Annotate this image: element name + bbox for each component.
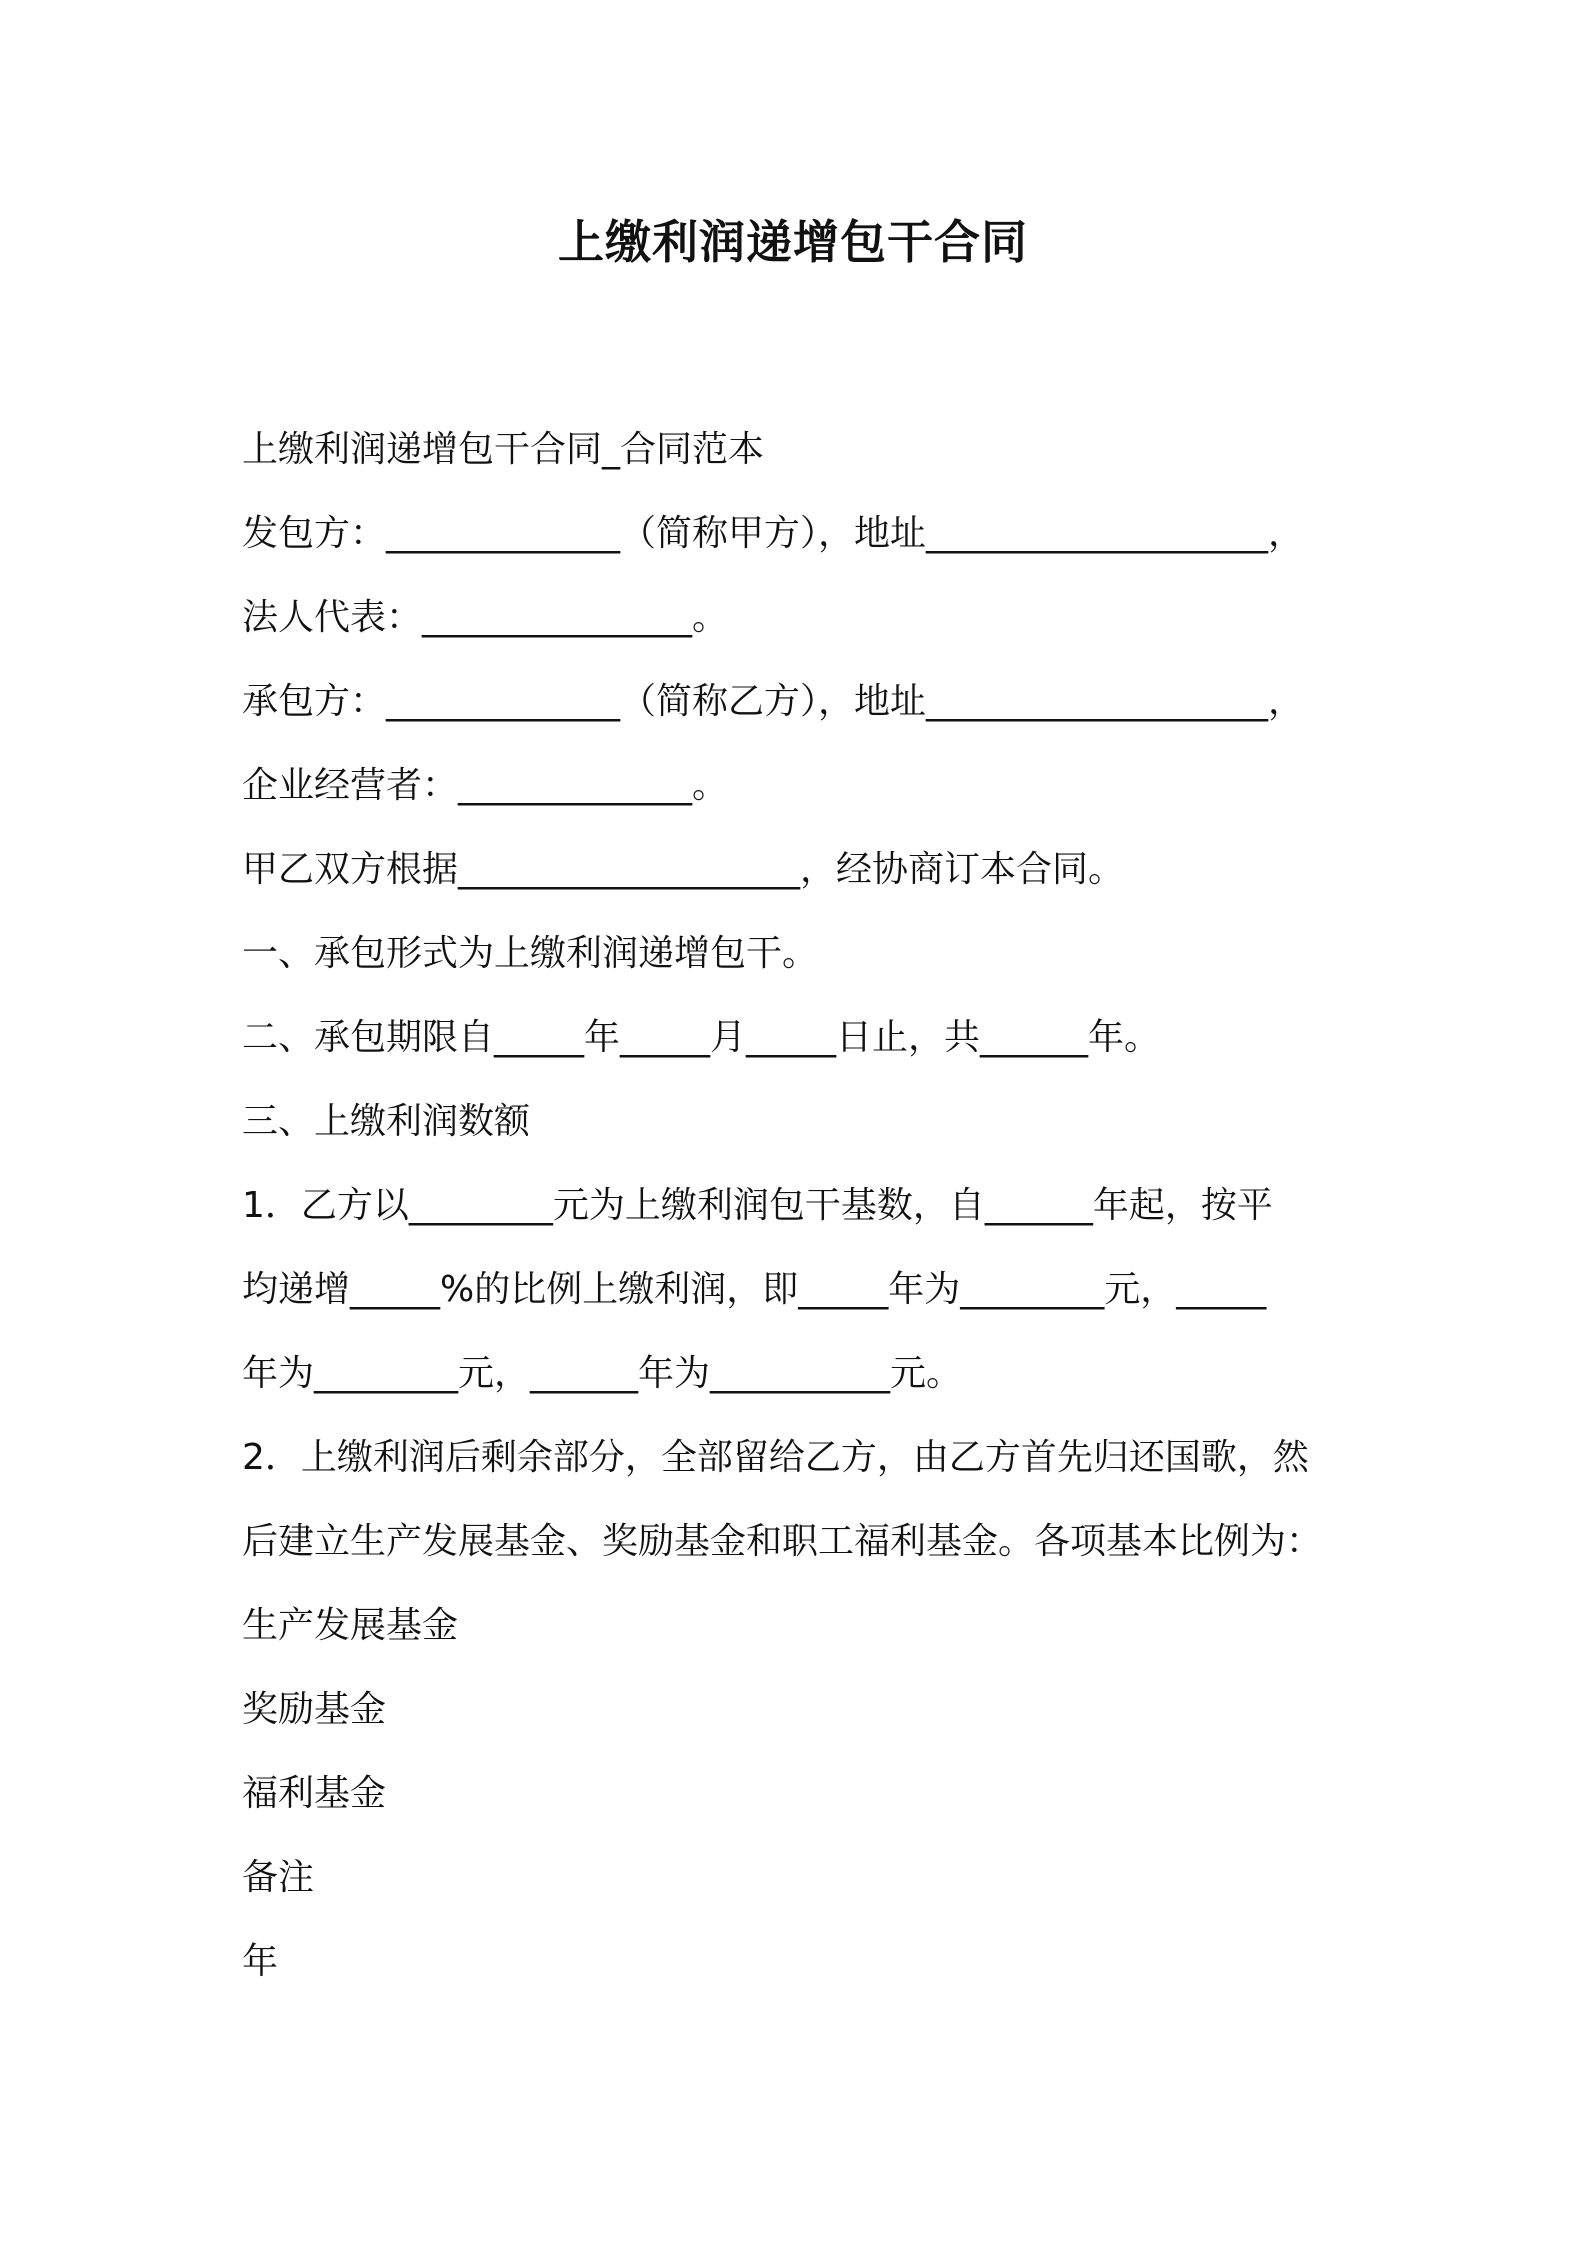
clause-3-heading: 三、上缴利润数额 bbox=[242, 1101, 531, 1142]
subtitle-line: 上缴利润递增包干合同_合同范本 bbox=[242, 429, 765, 470]
clause-2-line: 二、承包期限自_____年_____月_____日止，共______年。 bbox=[242, 1017, 1161, 1058]
clause-1-line: 一、承包形式为上缴利润递增包干。 bbox=[242, 933, 819, 974]
document-body bbox=[242, 408, 1362, 2004]
fund-welfare: 福利基金 bbox=[242, 1773, 387, 1814]
basis-line: 甲乙双方根据___________________，经协商订本合同。 bbox=[242, 849, 1125, 890]
year-label: 年 bbox=[242, 1941, 279, 1982]
fund-reward: 奖励基金 bbox=[242, 1689, 387, 1730]
clause-3-item-1-line-1: 1．乙方以________元为上缴利润包干基数，自______年起，按平 bbox=[242, 1185, 1273, 1226]
clause-3-item-1-line-2: 均递增_____%的比例上缴利润，即_____年为________元，_____ bbox=[242, 1269, 1267, 1310]
party-a-line: 发包方：_____________（简称甲方），地址___________________， bbox=[242, 513, 1305, 554]
party-b-line: 承包方：_____________（简称乙方），地址___________________， bbox=[242, 681, 1305, 722]
clause-3-item-2-line-1: 2．上缴利润后剩余部分，全部留给乙方，由乙方首先归还国歌，然 bbox=[242, 1437, 1309, 1478]
legal-representative-line: 法人代表：_______________。 bbox=[242, 597, 729, 638]
fund-production-development: 生产发展基金 bbox=[242, 1605, 459, 1646]
clause-3-item-2-line-2: 后建立生产发展基金、奖励基金和职工福利基金。各项基本比例为： bbox=[242, 1521, 1323, 1562]
clause-3-item-1-line-3: 年为________元，______年为__________元。 bbox=[242, 1353, 963, 1394]
remarks-label: 备注 bbox=[242, 1857, 315, 1898]
document-title: 上缴利润递增包干合同 bbox=[558, 215, 1028, 269]
enterprise-operator-line: 企业经营者：_____________。 bbox=[242, 765, 729, 806]
